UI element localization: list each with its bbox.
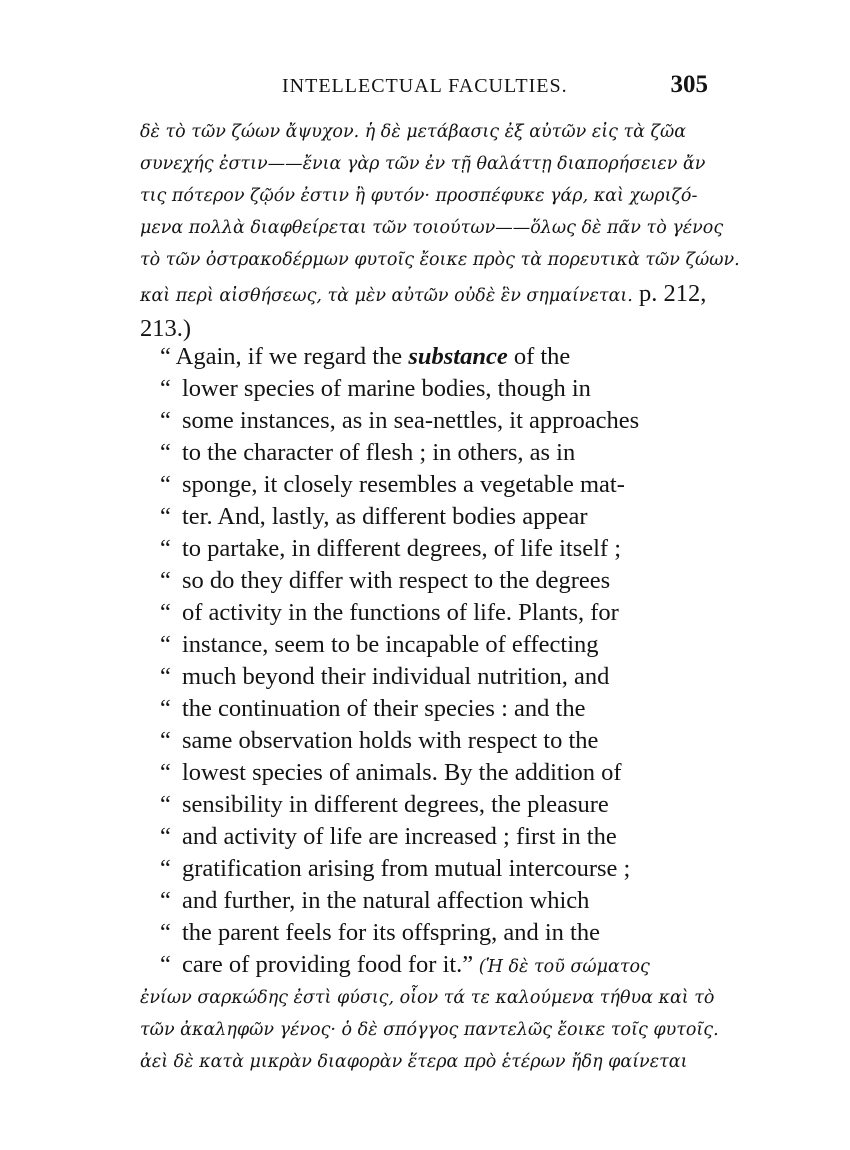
greek-line-5: τὸ τῶν ὀστρακοδέρμων φυτοῖς ἔοικε πρὸς τὰ πορευτικὰ τῶν ζώων. — [140, 250, 740, 270]
quote-line: “ same observation holds with respect to the — [160, 727, 599, 754]
quote-line: “ ter. And, lastly, as different bodies appear — [160, 503, 588, 530]
quote-line: “ sponge, it closely resembles a vegetable mat- — [160, 471, 625, 498]
greek-line-9: ἀεὶ δὲ κατὰ μικρὰν διαφορὰν ἕτερα πρὸ ἑτέρων ἤδη φαίνεται — [140, 1052, 688, 1072]
greek-line-3: τις πότερον ζῷόν ἐστιν ἢ φυτόν· προσπέφυκε γάρ, καὶ χωριζό- — [140, 186, 698, 206]
quote-line: “ much beyond their individual nutrition, and — [160, 663, 610, 690]
reference-continuation: 213.) — [140, 315, 192, 342]
quote-line: “ lowest species of animals. By the addition of — [160, 759, 622, 786]
quote-line-last: “ care of providing food for it.” (Ἡ δὲ τοῦ σώματος — [160, 951, 650, 978]
quote-line-1-after: of the — [507, 343, 571, 370]
quote-line: “ the continuation of their species : and the — [160, 695, 586, 722]
quote-line-1-before: “ Again, if we regard the — [160, 343, 409, 370]
page-reference: p. 212, — [632, 280, 707, 307]
quote-line: “ to partake, in different degrees, of life itself ; — [160, 535, 622, 562]
greek-footnote-start: (Ἡ δὲ τοῦ σώματος — [473, 957, 650, 977]
quote-line: “ to the character of flesh ; in others, as in — [160, 439, 576, 466]
quote-line: “ of activity in the functions of life. Plants, for — [160, 599, 619, 626]
greek-text: καὶ περὶ αἰσθήσεως, τὰ μὲν αὐτῶν οὐδὲ ἓν σημαίνεται. — [140, 286, 633, 306]
quote-line: “ the parent feels for its offspring, and in the — [160, 919, 600, 946]
quote-line: “ and activity of life are increased ; first in the — [160, 823, 617, 850]
page-header — [140, 71, 708, 101]
greek-line-2: συνεχής ἐστιν——ἔνια γὰρ τῶν ἐν τῇ θαλάττῃ διαπορήσειεν ἄν — [140, 154, 706, 174]
quote-line: “ sensibility in different degrees, the pleasure — [160, 791, 609, 818]
greek-line-6 — [140, 280, 706, 308]
quote-line: “ gratification arising from mutual intercourse ; — [160, 855, 631, 882]
page-number: 305 — [670, 71, 708, 98]
greek-line-4: μενα πολλὰ διαφθείρεται τῶν τοιούτων——ὅλως δὲ πᾶν τὸ γένος — [140, 218, 724, 238]
emphasized-word: substance — [408, 343, 508, 370]
quote-line-1 — [160, 343, 570, 371]
greek-line-8: τῶν ἀκαληφῶν γένος· ὁ δὲ σπόγγος παντελῶς ἔοικε τοῖς φυτοῖς. — [140, 1020, 719, 1040]
greek-line-1: δὲ τὸ τῶν ζώων ἄψυχον. ἡ δὲ μετάβασις ἐξ αὐτῶν εἰς τὰ ζῶα — [140, 122, 687, 142]
quote-line: “ and further, in the natural affection which — [160, 887, 590, 914]
quote-line: “ lower species of marine bodies, though in — [160, 375, 591, 402]
running-title: INTELLECTUAL FACULTIES. — [282, 75, 568, 97]
quote-line: “ instance, seem to be incapable of effecting — [160, 631, 599, 658]
quote-line: “ so do they differ with respect to the degrees — [160, 567, 611, 594]
greek-line-7: ἐνίων σαρκώδης ἐστὶ φύσις, οἷον τά τε καλούμενα τήθυα καὶ τὸ — [140, 988, 715, 1008]
quote-line: “ some instances, as in sea-nettles, it approaches — [160, 407, 640, 434]
